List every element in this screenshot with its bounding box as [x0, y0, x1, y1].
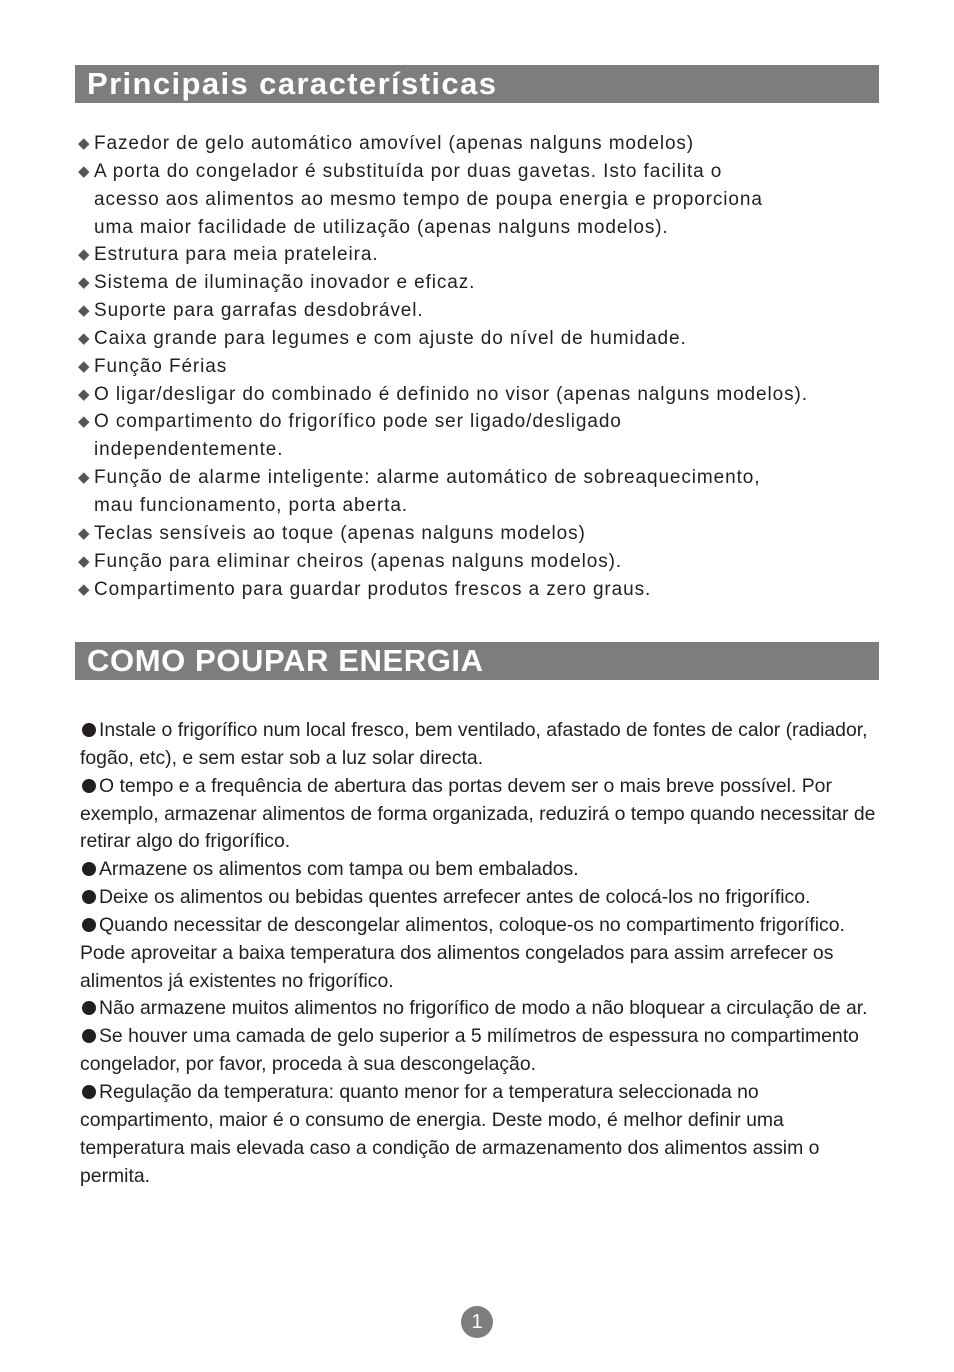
diamond-bullet-icon: ◆ [78, 302, 91, 320]
energy-tip-item [80, 884, 892, 912]
features-item-text: Função de alarme inteligente: alarme automático de sobreaquecimento, mau funcionamento, porta aberta. [94, 467, 761, 516]
circle-bullet-icon [82, 779, 96, 793]
features-list-item [78, 520, 908, 548]
features-list-item [78, 576, 908, 604]
features-item-text: Função para eliminar cheiros (apenas nalguns modelos). [94, 550, 623, 572]
features-list-item [78, 297, 908, 325]
diamond-bullet-icon: ◆ [78, 413, 91, 431]
diamond-bullet-icon: ◆ [78, 552, 91, 570]
diamond-bullet-icon: ◆ [78, 357, 91, 375]
energy-tip-item [80, 717, 892, 773]
features-list-item [78, 325, 908, 353]
features-list [78, 130, 908, 603]
energy-tip-text: O tempo e a frequência de abertura das portas devem ser o mais breve possível. Por exemplo, armazenar alimentos de forma organizada, reduzirá o tempo quando necessitar de retirar algo do frigorífico. [80, 774, 876, 853]
energy-tip-item [80, 1023, 892, 1079]
features-item-text: Sistema de iluminação inovador e eficaz. [94, 272, 476, 294]
diamond-bullet-icon: ◆ [78, 580, 91, 598]
energy-tip-text: Quando necessitar de descongelar alimentos, coloque-os no compartimento frigorífico. Pode aproveitar a baixa temperatura dos alimentos congelados para assim arrefecer os alimentos já existentes no frigorífico. [80, 913, 845, 992]
energy-tip-item [80, 856, 892, 884]
features-section-title: Principais características [75, 65, 879, 103]
diamond-bullet-icon: ◆ [78, 469, 91, 487]
energy-tip-item [80, 1079, 892, 1190]
circle-bullet-icon [82, 918, 96, 932]
circle-bullet-icon [82, 1085, 96, 1099]
features-list-item [78, 548, 908, 576]
diamond-bullet-icon: ◆ [78, 385, 91, 403]
energy-tip-item [80, 995, 892, 1023]
features-list-item [78, 381, 908, 409]
energy-tip-item [80, 773, 892, 857]
circle-bullet-icon [82, 1029, 96, 1043]
diamond-bullet-icon: ◆ [78, 274, 91, 292]
energy-tip-text: Regulação da temperatura: quanto menor for a temperatura seleccionada no compartimento, maior é o consumo de energia. Deste modo, é melhor definir uma temperatura mais elevada caso a condição de armazenamento dos alimentos assim o permita. [80, 1080, 820, 1187]
features-item-text: A porta do congelador é substituída por duas gavetas. Isto facilita o acesso aos alimentos ao mesmo tempo de poupa energia e proporciona uma maior facilidade de utilização (apenas nalguns modelos). [94, 160, 763, 238]
features-list-item [78, 353, 908, 381]
features-list-item [78, 241, 908, 269]
circle-bullet-icon [82, 723, 96, 737]
energy-tip-text: Armazene os alimentos com tampa ou bem embalados. [99, 858, 579, 881]
page-number: 1 [461, 1306, 493, 1338]
features-list-item [78, 158, 908, 242]
circle-bullet-icon [82, 862, 96, 876]
energy-section-title: COMO POUPAR ENERGIA [75, 642, 879, 680]
features-item-text: Teclas sensíveis ao toque (apenas nalguns modelos) [94, 522, 586, 544]
features-item-text: Compartimento para guardar produtos frescos a zero graus. [94, 578, 652, 600]
energy-tips-list [80, 717, 892, 1190]
diamond-bullet-icon: ◆ [78, 135, 91, 152]
features-list-item [78, 130, 908, 158]
features-item-text: Fazedor de gelo automático amovível (apenas nalguns modelos) [94, 133, 695, 154]
energy-tip-text: Se houver uma camada de gelo superior a 5 milímetros de espessura no compartimento congelador, por favor, proceda à sua descongelação. [80, 1025, 859, 1076]
energy-tip-text: Instale o frigorífico num local fresco, bem ventilado, afastado de fontes de calor (radiador, fogão, etc), e sem estar sob a luz solar directa. [80, 719, 868, 769]
energy-tip-item [80, 912, 892, 996]
features-item-text: O ligar/desligar do combinado é definido no visor (apenas nalguns modelos). [94, 383, 808, 405]
circle-bullet-icon [82, 1001, 96, 1015]
features-item-text: Estrutura para meia prateleira. [94, 244, 379, 266]
diamond-bullet-icon: ◆ [78, 329, 91, 347]
energy-tip-text: Deixe os alimentos ou bebidas quentes arrefecer antes de colocá-los no frigorífico. [99, 886, 811, 909]
energy-tip-text: Não armazene muitos alimentos no frigorífico de modo a não bloquear a circulação de ar. [99, 997, 868, 1020]
features-list-item [78, 269, 908, 297]
circle-bullet-icon [82, 890, 96, 904]
features-item-text: O compartimento do frigorífico pode ser ligado/desligado independentemente. [94, 411, 622, 461]
features-item-text: Caixa grande para legumes e com ajuste do nível de humidade. [94, 327, 687, 349]
features-list-item [78, 464, 908, 520]
diamond-bullet-icon: ◆ [78, 246, 91, 264]
features-list-item [78, 408, 908, 464]
features-item-text: Suporte para garrafas desdobrável. [94, 300, 424, 322]
features-item-text: Função Férias [94, 355, 228, 377]
diamond-bullet-icon: ◆ [78, 162, 91, 180]
diamond-bullet-icon: ◆ [78, 524, 91, 542]
